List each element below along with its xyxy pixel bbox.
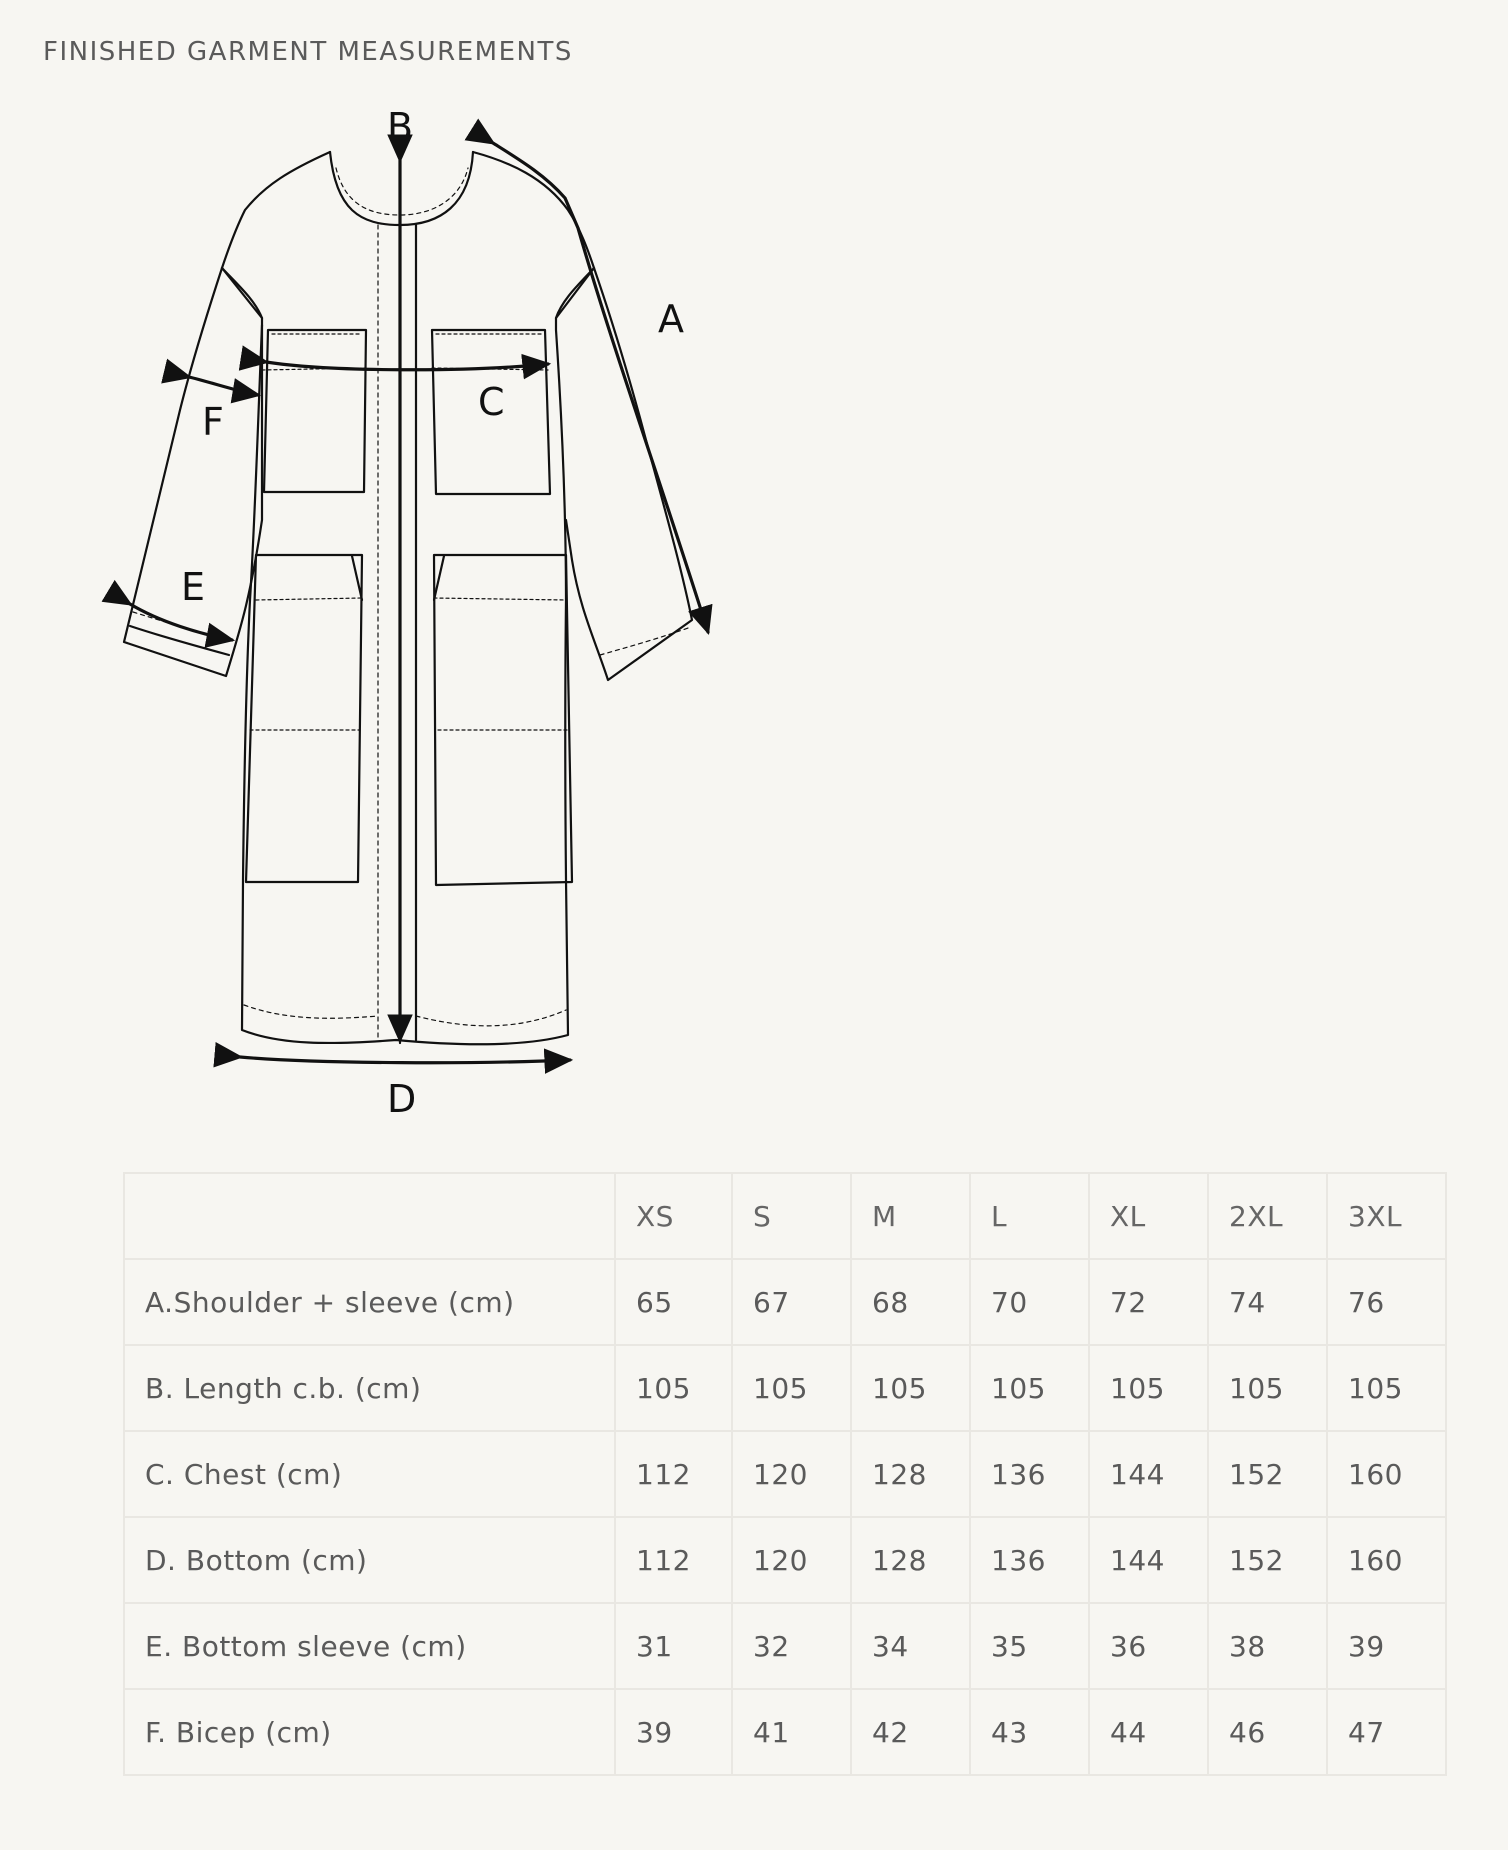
table-cell: 112 — [615, 1431, 732, 1517]
table-row — [124, 1345, 1446, 1431]
table-cell: 136 — [970, 1431, 1089, 1517]
table-cell: 47 — [1327, 1689, 1446, 1775]
coat-technical-drawing — [0, 0, 760, 1130]
size-header: M — [851, 1173, 970, 1259]
table-cell: 105 — [970, 1345, 1089, 1431]
table-cell: 38 — [1208, 1603, 1327, 1689]
arrow-f — [189, 377, 258, 395]
table-cell: 144 — [1089, 1431, 1208, 1517]
table-cell: 68 — [851, 1259, 970, 1345]
table-cell: 76 — [1327, 1259, 1446, 1345]
row-label: D. Bottom (cm) — [124, 1517, 615, 1603]
table-cell: 46 — [1208, 1689, 1327, 1775]
table-cell: 34 — [851, 1603, 970, 1689]
row-label: B. Length c.b. (cm) — [124, 1345, 615, 1431]
size-header: XS — [615, 1173, 732, 1259]
table-cell: 42 — [851, 1689, 970, 1775]
label-c: C — [478, 380, 505, 424]
size-header: S — [732, 1173, 851, 1259]
table-header-row — [124, 1173, 1446, 1259]
table-cell: 105 — [615, 1345, 732, 1431]
table-cell: 72 — [1089, 1259, 1208, 1345]
table-cell: 31 — [615, 1603, 732, 1689]
table-cell: 105 — [1089, 1345, 1208, 1431]
arrow-c — [266, 362, 548, 370]
label-a: A — [658, 297, 684, 341]
table-cell: 36 — [1089, 1603, 1208, 1689]
size-header: L — [970, 1173, 1089, 1259]
measurement-table — [123, 1172, 1447, 1776]
table-corner-cell — [124, 1173, 615, 1259]
arrow-a — [493, 143, 708, 632]
table-cell: 41 — [732, 1689, 851, 1775]
row-label: C. Chest (cm) — [124, 1431, 615, 1517]
table-cell: 44 — [1089, 1689, 1208, 1775]
table-cell: 105 — [732, 1345, 851, 1431]
table-cell: 39 — [1327, 1603, 1446, 1689]
arrow-d — [240, 1057, 570, 1063]
table-row — [124, 1259, 1446, 1345]
table-cell: 43 — [970, 1689, 1089, 1775]
arrow-e — [130, 604, 232, 640]
measurement-table-container — [123, 1172, 1436, 1776]
table-cell: 128 — [851, 1517, 970, 1603]
table-cell: 74 — [1208, 1259, 1327, 1345]
table-cell: 120 — [732, 1431, 851, 1517]
table-cell: 70 — [970, 1259, 1089, 1345]
row-label: E. Bottom sleeve (cm) — [124, 1603, 615, 1689]
table-cell: 105 — [851, 1345, 970, 1431]
row-label: F. Bicep (cm) — [124, 1689, 615, 1775]
label-b: B — [387, 105, 414, 149]
table-cell: 160 — [1327, 1431, 1446, 1517]
page-title: FINISHED GARMENT MEASUREMENTS — [43, 37, 573, 67]
table-cell: 112 — [615, 1517, 732, 1603]
table-cell: 128 — [851, 1431, 970, 1517]
label-e: E — [181, 565, 206, 609]
table-cell: 35 — [970, 1603, 1089, 1689]
table-cell: 152 — [1208, 1431, 1327, 1517]
row-label: A.Shoulder + sleeve (cm) — [124, 1259, 615, 1345]
label-f: F — [202, 400, 224, 444]
table-cell: 39 — [615, 1689, 732, 1775]
size-header: XL — [1089, 1173, 1208, 1259]
label-d: D — [387, 1077, 417, 1121]
coat-outline — [124, 152, 692, 1044]
table-cell: 67 — [732, 1259, 851, 1345]
table-row — [124, 1517, 1446, 1603]
table-cell: 136 — [970, 1517, 1089, 1603]
table-cell: 152 — [1208, 1517, 1327, 1603]
table-cell: 65 — [615, 1259, 732, 1345]
size-header: 3XL — [1327, 1173, 1446, 1259]
table-row — [124, 1431, 1446, 1517]
table-cell: 160 — [1327, 1517, 1446, 1603]
table-row — [124, 1689, 1446, 1775]
table-cell: 32 — [732, 1603, 851, 1689]
garment-diagram — [0, 0, 760, 1130]
table-row — [124, 1603, 1446, 1689]
size-header: 2XL — [1208, 1173, 1327, 1259]
table-cell: 105 — [1327, 1345, 1446, 1431]
table-cell: 105 — [1208, 1345, 1327, 1431]
table-cell: 120 — [732, 1517, 851, 1603]
table-cell: 144 — [1089, 1517, 1208, 1603]
